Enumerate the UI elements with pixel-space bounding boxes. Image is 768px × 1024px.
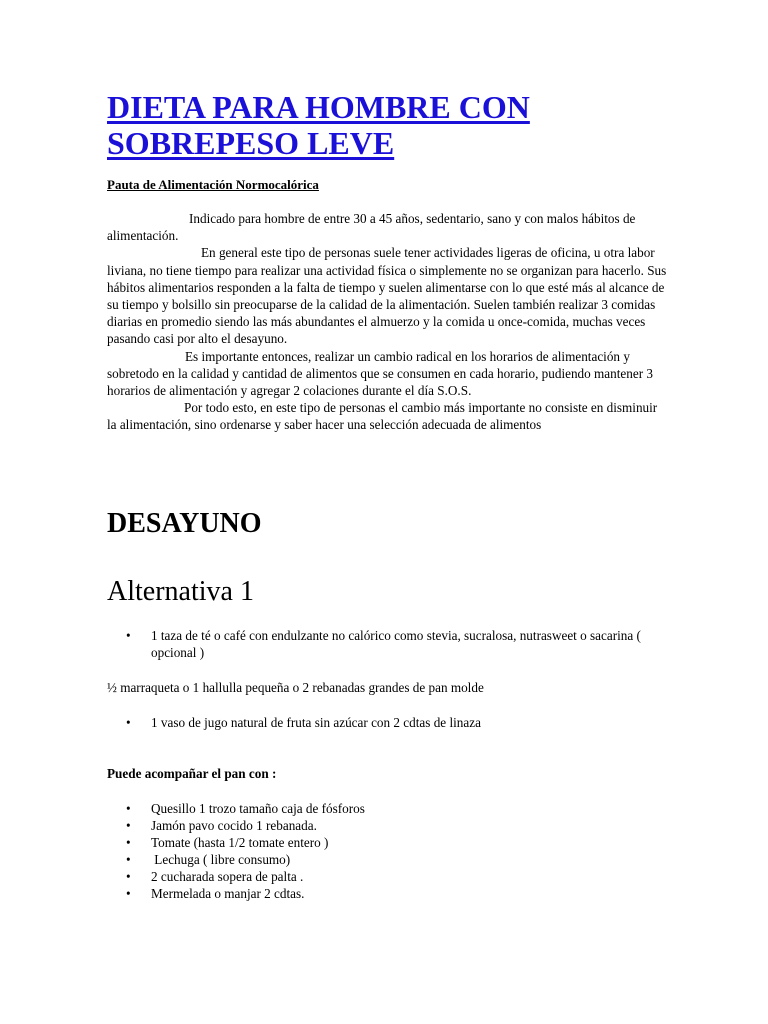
bullet-icon: •	[126, 886, 131, 901]
list-item: • 1 vaso de jugo natural de fruta sin azúcar con 2 cdtas de linaza	[126, 715, 481, 730]
list-item: • 1 taza de té o café con endulzante no calórico como stevia, sucralosa, nutrasweet o sacarina ( opcional )	[126, 628, 641, 660]
section-heading-desayuno: DESAYUNO	[107, 508, 262, 539]
bullet-icon: •	[126, 801, 131, 816]
list-item: • Jamón pavo cocido 1 rebanada.	[126, 818, 317, 833]
bullet-icon: •	[126, 818, 131, 833]
list-item: • 2 cucharada sopera de palta .	[126, 869, 304, 884]
title-line-2[interactable]: SOBREPESO LEVE	[107, 125, 395, 161]
intro-text	[107, 210, 667, 434]
document-title[interactable]	[107, 89, 530, 161]
bullet-icon: •	[126, 715, 131, 730]
accompany-label: Puede acompañar el pan con :	[107, 766, 277, 781]
bullet-icon: •	[126, 628, 131, 643]
paragraph-4: Por todo esto, en este tipo de personas el cambio más importante no consiste en disminuir la alimentación, sino ordenarse y saber hacer una selección adecuada de alimentos	[107, 400, 658, 433]
paragraph-3: Es importante entonces, realizar un cambio radical en los horarios de alimentación y sobretodo en la calidad y cantidad de alimentos que se consumen en cada horario, pudiendo mantener 3 horarios de alimentación y agregar 2 colaciones durante el día S.O.S.	[107, 348, 653, 399]
title-line-1[interactable]: DIETA PARA HOMBRE CON	[107, 89, 530, 125]
document-subtitle: Pauta de Alimentación Normocalórica	[107, 177, 319, 192]
alternative-list-b	[107, 714, 667, 731]
alternative-list-a	[107, 627, 667, 661]
bullet-icon: •	[126, 852, 131, 867]
list-item: • Quesillo 1 trozo tamaño caja de fósforos	[126, 801, 365, 816]
bullet-icon: •	[126, 869, 131, 884]
bread-line: ½ marraqueta o 1 hallulla pequeña o 2 rebanadas grandes de pan molde	[107, 680, 484, 695]
bullet-icon: •	[126, 835, 131, 850]
alternative-heading: Alternativa 1	[107, 576, 254, 607]
list-item: • Tomate (hasta 1/2 tomate entero )	[126, 835, 329, 850]
list-item: • Lechuga ( libre consumo)	[126, 852, 291, 867]
paragraph-2: En general este tipo de personas suele tener actividades ligeras de oficina, u otra labor liviana, no tiene tiempo para realizar una actividad física o simplemente no se organizan para hacerlo. Sus hábitos alimentarios responden a la falta de tiempo y suelen alimentarse con lo que esté más al alcance de su tiempo y bolsillo sin preocuparse de la calidad de la alimentación. Suelen también realizar 3 comidas diarias en promedio siendo las más abundantes el almuerzo y la comida u once-comida, muchas veces pasando casi por alto el desayuno.	[107, 245, 667, 347]
list-item: • Mermelada o manjar 2 cdtas.	[126, 886, 305, 901]
paragraph-1: Indicado para hombre de entre 30 a 45 años, sedentario, sano y con malos hábitos de alimentación.	[107, 211, 636, 244]
accompany-list	[107, 800, 667, 902]
